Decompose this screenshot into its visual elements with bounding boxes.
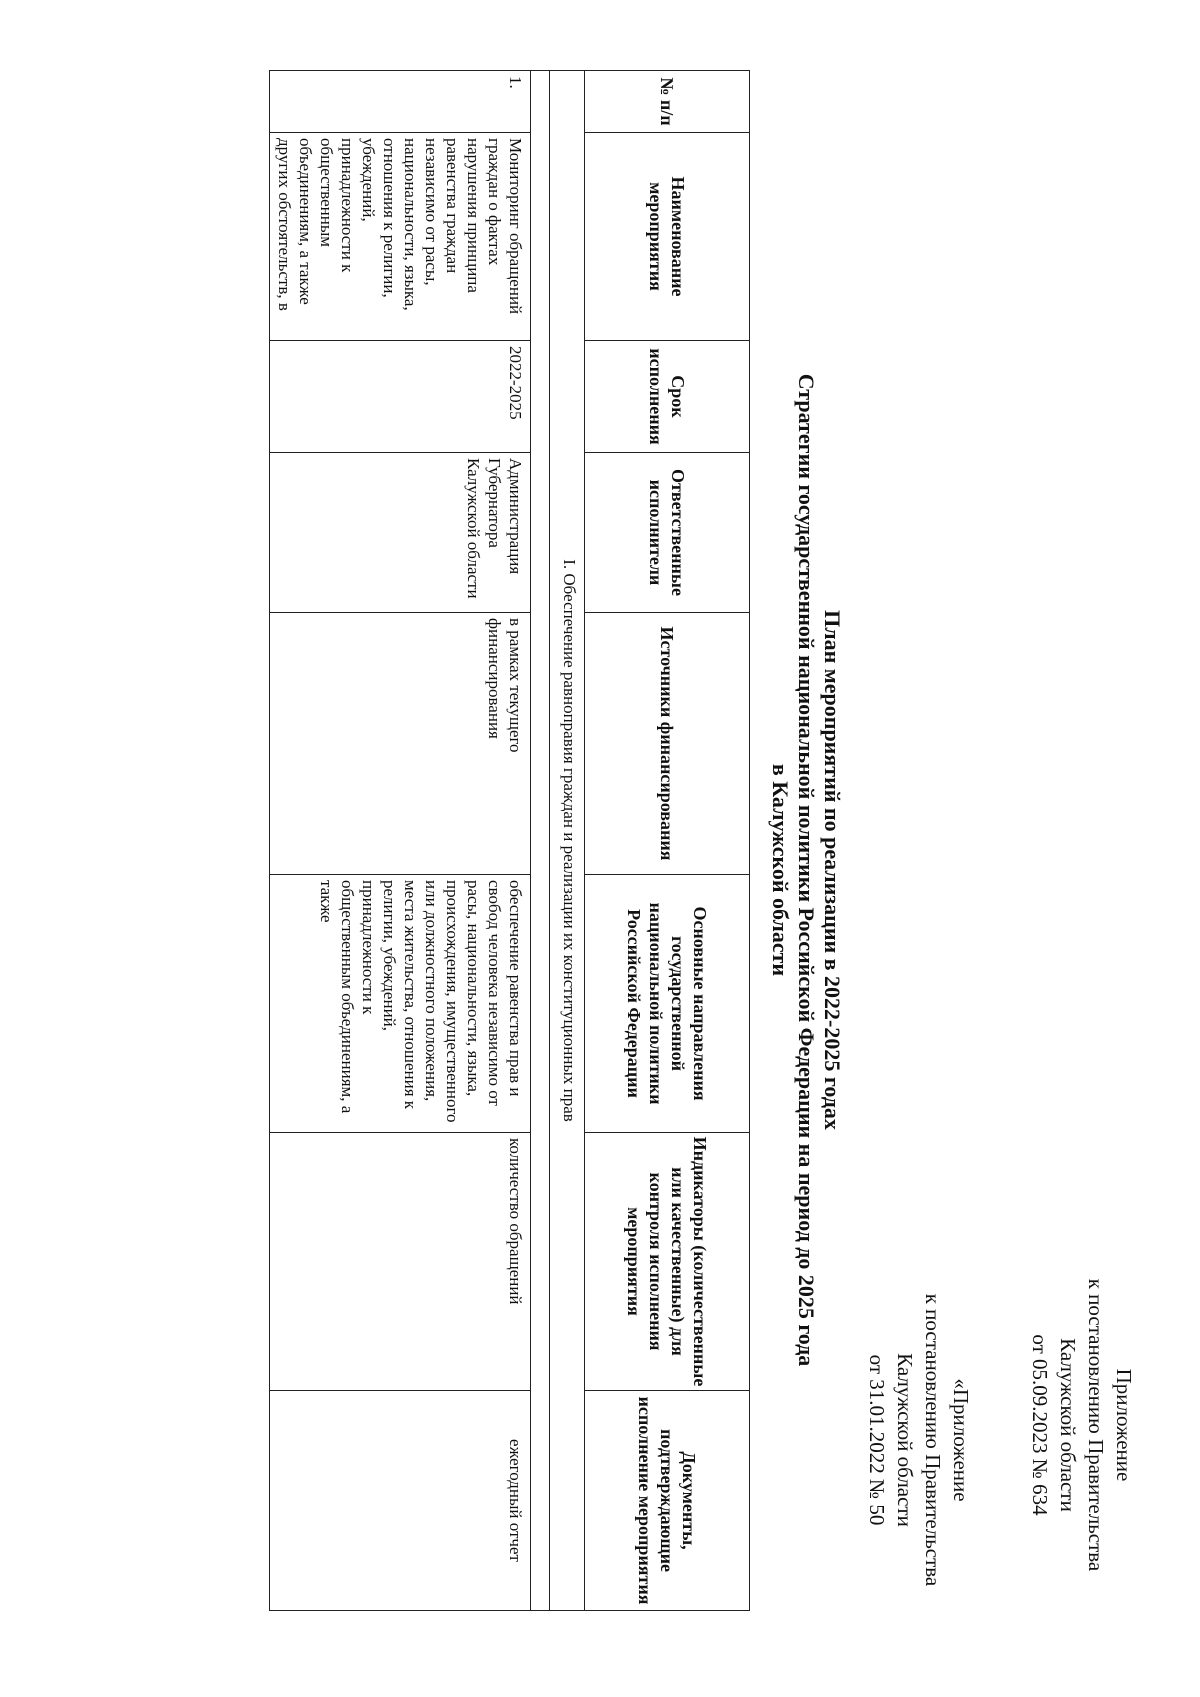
header-document: Документы, подтверждающие исполнение мероприятия (585, 1391, 750, 1611)
appendix-line: Калужской области (1056, 1338, 1080, 1512)
appendix-line: к постановлению Правительства (1084, 1278, 1108, 1572)
cell-direction: обеспечение равенства прав и свобод человека независимо от расы, национальности, языка, происхождения, имущественного или должностного положения, места жительства, отношения к религии, убеждений, принадлежности к общественным объединениям, а также (270, 875, 531, 1133)
header-direction: Основные направления государственной национальной политики Российской Федерации (585, 875, 750, 1133)
cell-number: 1. (270, 71, 531, 133)
header-funding: Источники финансирования (585, 613, 750, 875)
title-line-1: План мероприятий по реализации в 2022-2025 годах (820, 610, 845, 1130)
table-header-row (585, 71, 750, 1611)
table-gap (531, 71, 550, 1611)
cell-funding: в рамках текущего финансирования (270, 613, 531, 875)
appendix-line: от 31.01.2022 № 50 (865, 1354, 889, 1526)
appendix-line: Калужской области (893, 1353, 917, 1527)
cell-term: 2022-2025 (270, 341, 531, 453)
cell-indicator: количество обращений (270, 1133, 531, 1391)
document-title (767, 370, 845, 1370)
appendix-previous (863, 1230, 975, 1650)
header-indicator: Индикаторы (количественные или качественные) для контроля исполнения мероприятия (585, 1133, 750, 1391)
header-responsible: Ответственные исполнители (585, 453, 750, 613)
section-title: I. Обеспечение равноправия граждан и реализации их конституционных прав (550, 71, 585, 1611)
plan-table (269, 70, 750, 1611)
appendix-line: «Приложение (949, 1378, 973, 1502)
cell-responsible: Администрация Губернатора Калужской области (270, 453, 531, 613)
appendix-current (1026, 1215, 1138, 1635)
header-name: Наименование мероприятия (585, 133, 750, 341)
cell-document: ежегодный отчет (270, 1391, 531, 1611)
header-number: № п/п (585, 71, 750, 133)
header-term: Срок исполнения (585, 341, 750, 453)
spacer-row (531, 71, 550, 1611)
cell-name: Мониторинг обращений граждан о фактах нарушения принципа равенства граждан независимо от расы, национальности, языка, отношения к религии, убеждений, принадлежности к общественным объединениям, а также других обстоятельств, в (270, 133, 531, 341)
appendix-line: от 05.09.2023 № 634 (1028, 1334, 1052, 1516)
table-row (270, 71, 531, 1611)
appendix-line: к постановлению Правительства (921, 1293, 945, 1587)
section-row (550, 71, 585, 1611)
title-line-3: в Калужской области (768, 763, 793, 977)
title-line-2: Стратегии государственной национальной политики Российской Федерации на период до 2025 года (794, 373, 819, 1367)
appendix-line: Приложение (1112, 1368, 1136, 1482)
